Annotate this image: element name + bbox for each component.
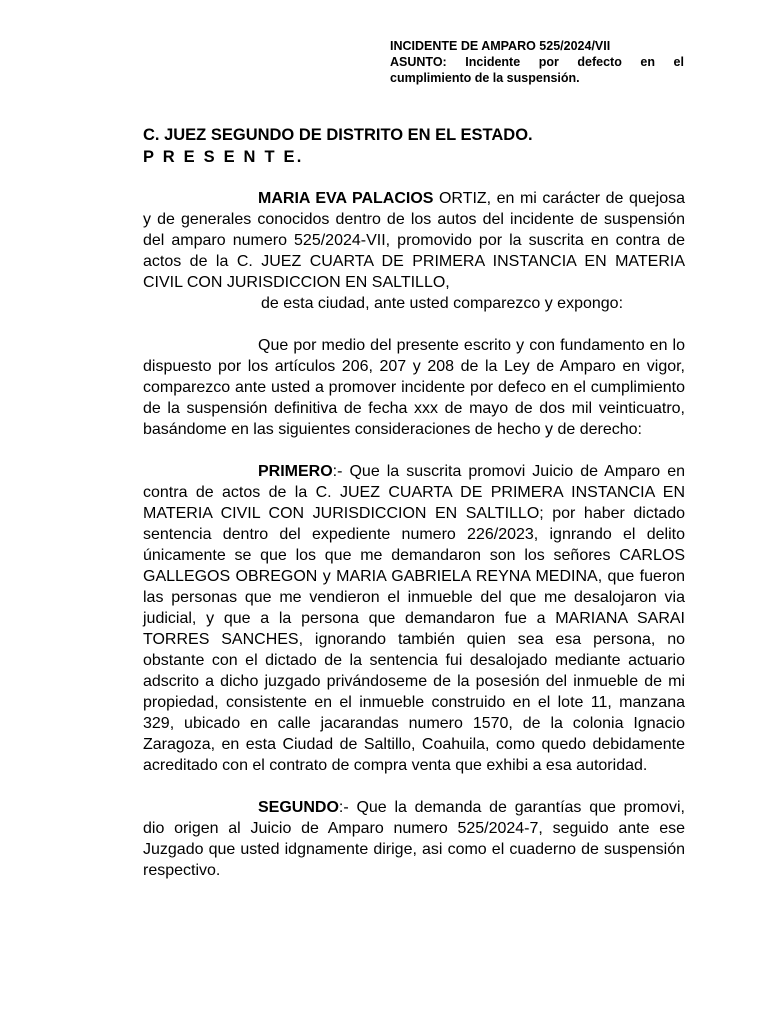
case-number: INCIDENTE DE AMPARO 525/2024/VII	[390, 39, 611, 53]
addressee-judge: C. JUEZ SEGUNDO DE DISTRITO EN EL ESTADO.	[143, 126, 533, 144]
purpose-paragraph: Que por medio del presente escrito y con fundamento en lo dispuesto por los artículos 206, 207 y 208 de la Ley de Amparo en vigor, comparezco ante usted a promover incidente por defeco en el cumplimiento de la suspensión definitiva de fecha xxx de mayo de dos mil veinticuatro, basándome en las siguientes consideraciones de hecho y de derecho:	[143, 337, 685, 438]
asunto-label: ASUNTO:	[390, 55, 447, 69]
document-body	[143, 124, 685, 881]
case-header	[390, 38, 684, 86]
primero-text: :- Que la suscrita promovi Juicio de Amparo en contra de actos de la C. JUEZ CUARTA DE PRIMERA INSTANCIA EN MATERIA CIVIL CON JURISDICCION EN SALTILLO; por haber dictado sentencia dentro del expediente numero 226/2023, ignrando el delito únicamente se que los que me demandaron son los señores CARLOS GALLEGOS OBREGON y MARIA GABRIELA REYNA MEDINA, que fueron las personas que me vendieron el inmueble del que me desalojaron via judicial, y que a la persona que demandaron fue a MARIANA SARAI TORRES SANCHES, ignorando también quien sea esa persona, no obstante con el dictado de la sentencia fui desalojado mediante actuario adscrito a dicho juzgado privándoseme de la posesión del inmueble de mi propiedad, consistente en el inmueble construido en el lote 11, manzana 329, ubicado en calle jacarandas numero 1570, de la colonia Ignacio Zaragoza, en esta Ciudad de Saltillo, Coahuila, como quedo debidamente acreditado con el contrato de compra venta que exhibi a esa autoridad.	[143, 463, 685, 774]
asunto-text: Incidente por defecto en el cumplimiento de la suspensión.	[390, 55, 684, 85]
addressee-presente: P R E S E N T E.	[143, 148, 304, 166]
intro-text: ORTIZ, en mi carácter de quejosa y de generales conocidos dentro de los autos del incidente de suspensión del amparo numero 525/2024-VII, promovido por la suscrita en contra de actos de la C. JUEZ CUARTA DE PRIMERA INSTANCIA EN MATERIA CIVIL CON JURISDICCION EN SALTILLO,	[143, 190, 685, 291]
intro-paragraph	[143, 188, 685, 293]
intro-continuation: de esta ciudad, ante usted comparezco y expongo:	[261, 295, 624, 312]
primero-paragraph	[143, 461, 685, 776]
asunto-line	[390, 54, 684, 86]
segundo-label: SEGUNDO	[258, 799, 339, 816]
addressee-block	[143, 124, 685, 168]
segundo-paragraph	[143, 797, 685, 881]
segundo-text: :- Que la demanda de garantías que promovi, dio origen al Juicio de Amparo numero 525/2024-7, seguido ante ese Juzgado que usted idgnamente dirige, asi como el cuaderno de suspensión respectivo.	[143, 799, 685, 879]
primero-label: PRIMERO	[258, 463, 333, 480]
petitioner-name: MARIA EVA PALACIOS	[258, 190, 434, 207]
